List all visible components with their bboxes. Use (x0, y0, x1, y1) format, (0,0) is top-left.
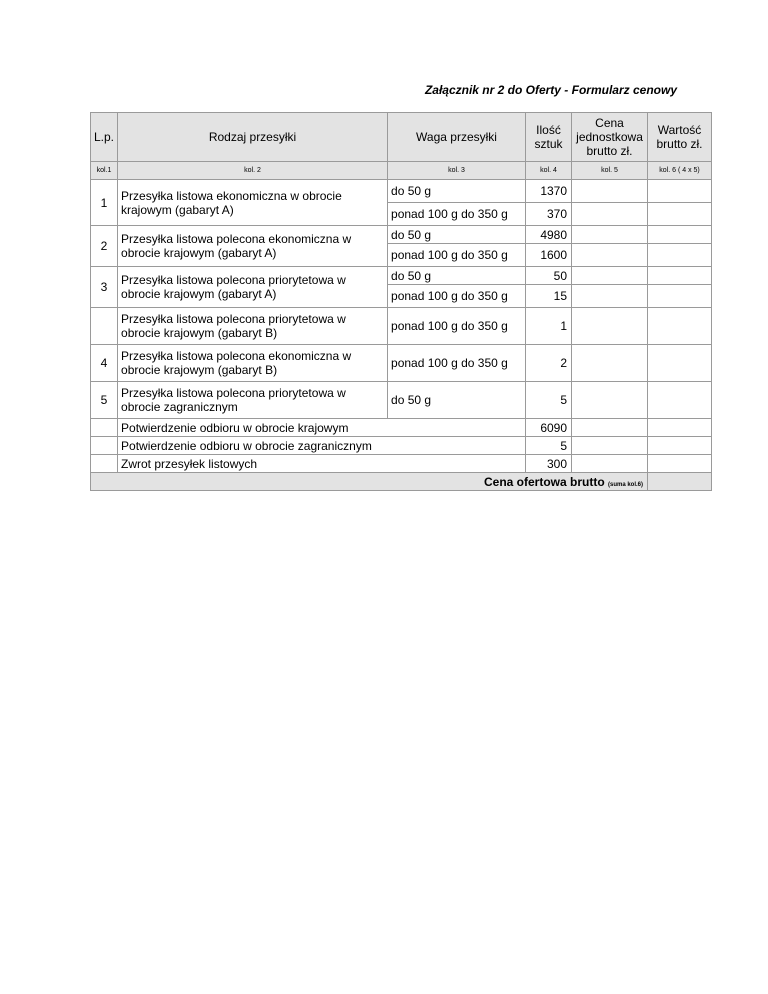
row-quantity: 5 (526, 382, 572, 419)
row-lp: 4 (91, 345, 118, 382)
row-name: Przesyłka listowa polecona ekonomiczna w obrocie krajowym (gabaryt B) (118, 345, 388, 382)
row-value (648, 437, 712, 455)
row-unit-price (572, 267, 648, 285)
row-quantity: 4980 (526, 226, 572, 244)
row-weight: ponad 100 g do 350 g (388, 203, 526, 226)
row-name: Potwierdzenie odbioru w obrocie zagranicznym (118, 437, 526, 455)
row-name: Przesyłka listowa ekonomiczna w obrocie krajowym (gabaryt A) (118, 180, 388, 226)
row-name: Przesyłka listowa polecona priorytetowa w obrocie krajowym (gabaryt B) (118, 308, 388, 345)
row-unit-price (572, 226, 648, 244)
total-label: Cena ofertowa brutto (483, 474, 605, 489)
row-name: Przesyłka listowa polecona priorytetowa w obrocie krajowym (gabaryt A) (118, 267, 388, 308)
header-lp: L.p. (91, 113, 118, 162)
row-value (648, 419, 712, 437)
row-lp: 5 (91, 382, 118, 419)
kol-5: kol. 5 (572, 162, 648, 180)
row-name: Zwrot przesyłek listowych (118, 455, 526, 473)
header-wartosc: Wartość brutto zł. (648, 113, 712, 162)
kol-1: kol.1 (91, 162, 118, 180)
row-unit-price (572, 308, 648, 345)
row-lp: 1 (91, 180, 118, 226)
row-value (648, 308, 712, 345)
row-unit-price (572, 455, 648, 473)
row-unit-price (572, 345, 648, 382)
row-name: Przesyłka listowa polecona ekonomiczna w obrocie krajowym (gabaryt A) (118, 226, 388, 267)
row-unit-price (572, 180, 648, 203)
total-label-cell (91, 473, 648, 491)
row-value (648, 382, 712, 419)
row-value (648, 203, 712, 226)
header-ilosc: Ilość sztuk (526, 113, 572, 162)
header-cena: Cena jednostkowa brutto zł. (572, 113, 648, 162)
header-rodzaj: Rodzaj przesyłki (118, 113, 388, 162)
row-value (648, 285, 712, 308)
row-quantity: 5 (526, 437, 572, 455)
row-weight: do 50 g (388, 226, 526, 244)
row-lp (91, 437, 118, 455)
row-lp: 3 (91, 267, 118, 308)
row-lp (91, 419, 118, 437)
header-row (91, 113, 712, 162)
row-unit-price (572, 244, 648, 267)
row-unit-price (572, 203, 648, 226)
table-row (91, 267, 712, 285)
kol-2: kol. 2 (118, 162, 388, 180)
row-value (648, 180, 712, 203)
table-row (91, 180, 712, 203)
row-quantity: 2 (526, 345, 572, 382)
kol-3: kol. 3 (388, 162, 526, 180)
row-quantity: 370 (526, 203, 572, 226)
table-row (91, 437, 712, 455)
row-quantity: 300 (526, 455, 572, 473)
total-note: (suma kol.6) (608, 481, 644, 488)
row-unit-price (572, 285, 648, 308)
price-form-table (90, 112, 712, 491)
row-value (648, 244, 712, 267)
table-row (91, 455, 712, 473)
row-quantity: 6090 (526, 419, 572, 437)
row-unit-price (572, 437, 648, 455)
header-waga: Waga przesyłki (388, 113, 526, 162)
row-value (648, 345, 712, 382)
kol-4: kol. 4 (526, 162, 572, 180)
row-value (648, 455, 712, 473)
row-value (648, 267, 712, 285)
row-weight: do 50 g (388, 382, 526, 419)
total-value (648, 473, 712, 491)
row-name: Potwierdzenie odbioru w obrocie krajowym (118, 419, 526, 437)
table-row (91, 345, 712, 382)
row-weight: ponad 100 g do 350 g (388, 345, 526, 382)
row-lp (91, 308, 118, 345)
row-name: Przesyłka listowa polecona priorytetowa w obrocie zagranicznym (118, 382, 388, 419)
row-weight: do 50 g (388, 267, 526, 285)
kol-6: kol. 6 ( 4 x 5) (648, 162, 712, 180)
row-weight: ponad 100 g do 350 g (388, 308, 526, 345)
table-row (91, 226, 712, 244)
table-row (91, 419, 712, 437)
row-unit-price (572, 382, 648, 419)
row-lp (91, 455, 118, 473)
row-unit-price (572, 419, 648, 437)
row-quantity: 1600 (526, 244, 572, 267)
row-quantity: 1 (526, 308, 572, 345)
total-row (91, 473, 712, 491)
table-row (91, 382, 712, 419)
row-quantity: 15 (526, 285, 572, 308)
table-row (91, 308, 712, 345)
row-weight: ponad 100 g do 350 g (388, 244, 526, 267)
document-title: Załącznik nr 2 do Oferty - Formularz cenowy (424, 83, 677, 97)
row-weight: ponad 100 g do 350 g (388, 285, 526, 308)
column-number-row (91, 162, 712, 180)
row-weight: do 50 g (388, 180, 526, 203)
row-lp: 2 (91, 226, 118, 267)
row-quantity: 1370 (526, 180, 572, 203)
row-value (648, 226, 712, 244)
row-quantity: 50 (526, 267, 572, 285)
